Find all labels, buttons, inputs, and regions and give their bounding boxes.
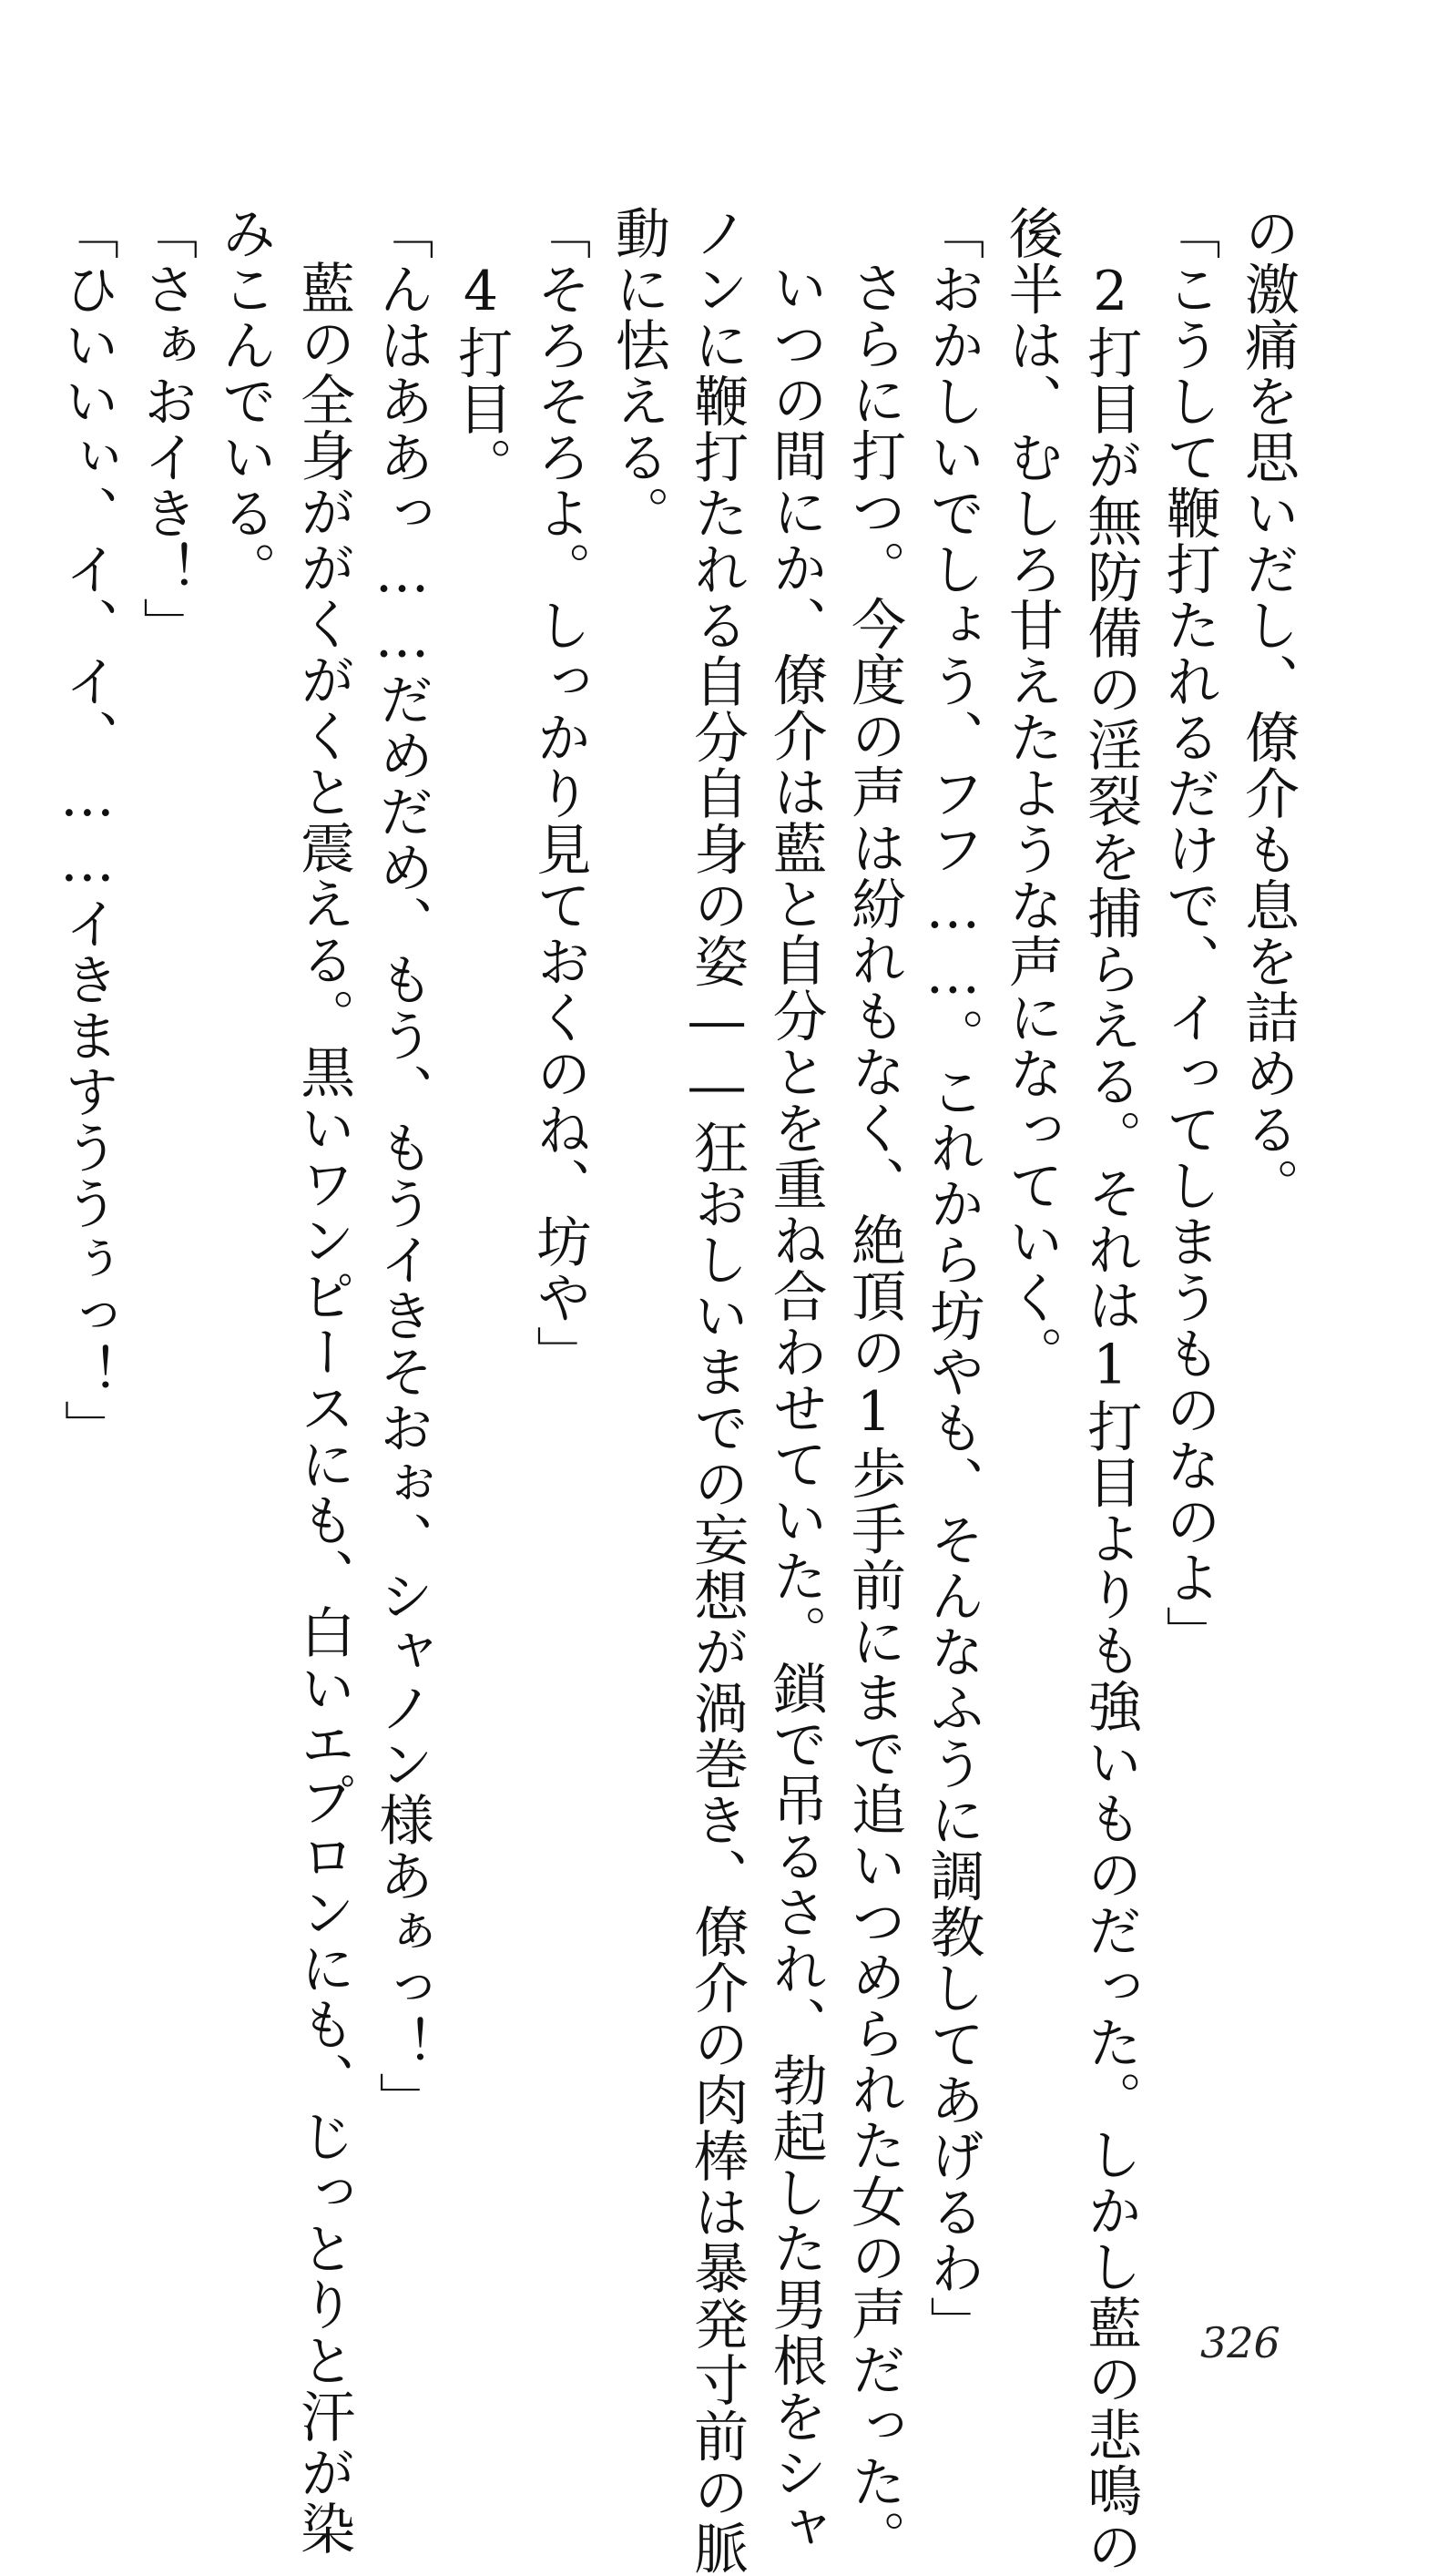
text-line-2: 「こうして鞭打たれるだけで、イってしまうものなのよ」 bbox=[1157, 205, 1221, 1661]
text-line-5: 「おかしいでしょう、フフ……。これから坊やも、そんなふうに調教してあげるわ」 bbox=[921, 205, 985, 2352]
text-line-13: 藍の全身ががくがくと震える。黒いワンピースにも、白いエプロンにも、じっとりと汗が染 bbox=[291, 260, 356, 2557]
text-line-8: ノンに鞭打たれる自分自身の姿――狂おしいまでの妄想が渦巻き、僚介の肉棒は暴発寸前の脈 bbox=[685, 205, 749, 2576]
text-line-14: みこんでいる。 bbox=[212, 205, 277, 598]
text-line-9: 動に怯える。 bbox=[606, 205, 670, 541]
text-line-11: 4打目。 bbox=[448, 260, 513, 493]
text-line-4: 後半は、むしろ甘えたような声になっていく。 bbox=[999, 205, 1064, 1382]
text-line-7: いつの間にか、僚介は藍と自分とを重ね合わせていた。鎖で吊るされ、勃起した男根をシャ bbox=[763, 260, 828, 2557]
page-number: 326 bbox=[1200, 2318, 1280, 2367]
text-line-10: 「そろそろよ。しっかり見ておくのね、坊や」 bbox=[527, 205, 592, 1382]
text-line-15: 「さぁおイき！」 bbox=[134, 205, 199, 653]
text-line-3: 2打目が無防備の淫裂を捕らえる。それは1打目よりも強いものだった。しかし藍の悲鳴の bbox=[1078, 260, 1143, 2575]
text-line-12: 「んはああっ……だめだめ、もう、もうイきそおぉ、シャノン様あぁっ！」 bbox=[370, 205, 434, 2128]
text-line-1: の激痛を思いだし、僚介も息を詰める。 bbox=[1236, 205, 1300, 1213]
text-line-16: 「ひいいぃ、イ、イ、……イきますううぅっ！」 bbox=[55, 205, 119, 1456]
text-line-6: さらに打つ。今度の声は紛れもなく、絶頂の1歩手前にまで追いつめられた女の声だった。 bbox=[841, 260, 906, 2566]
